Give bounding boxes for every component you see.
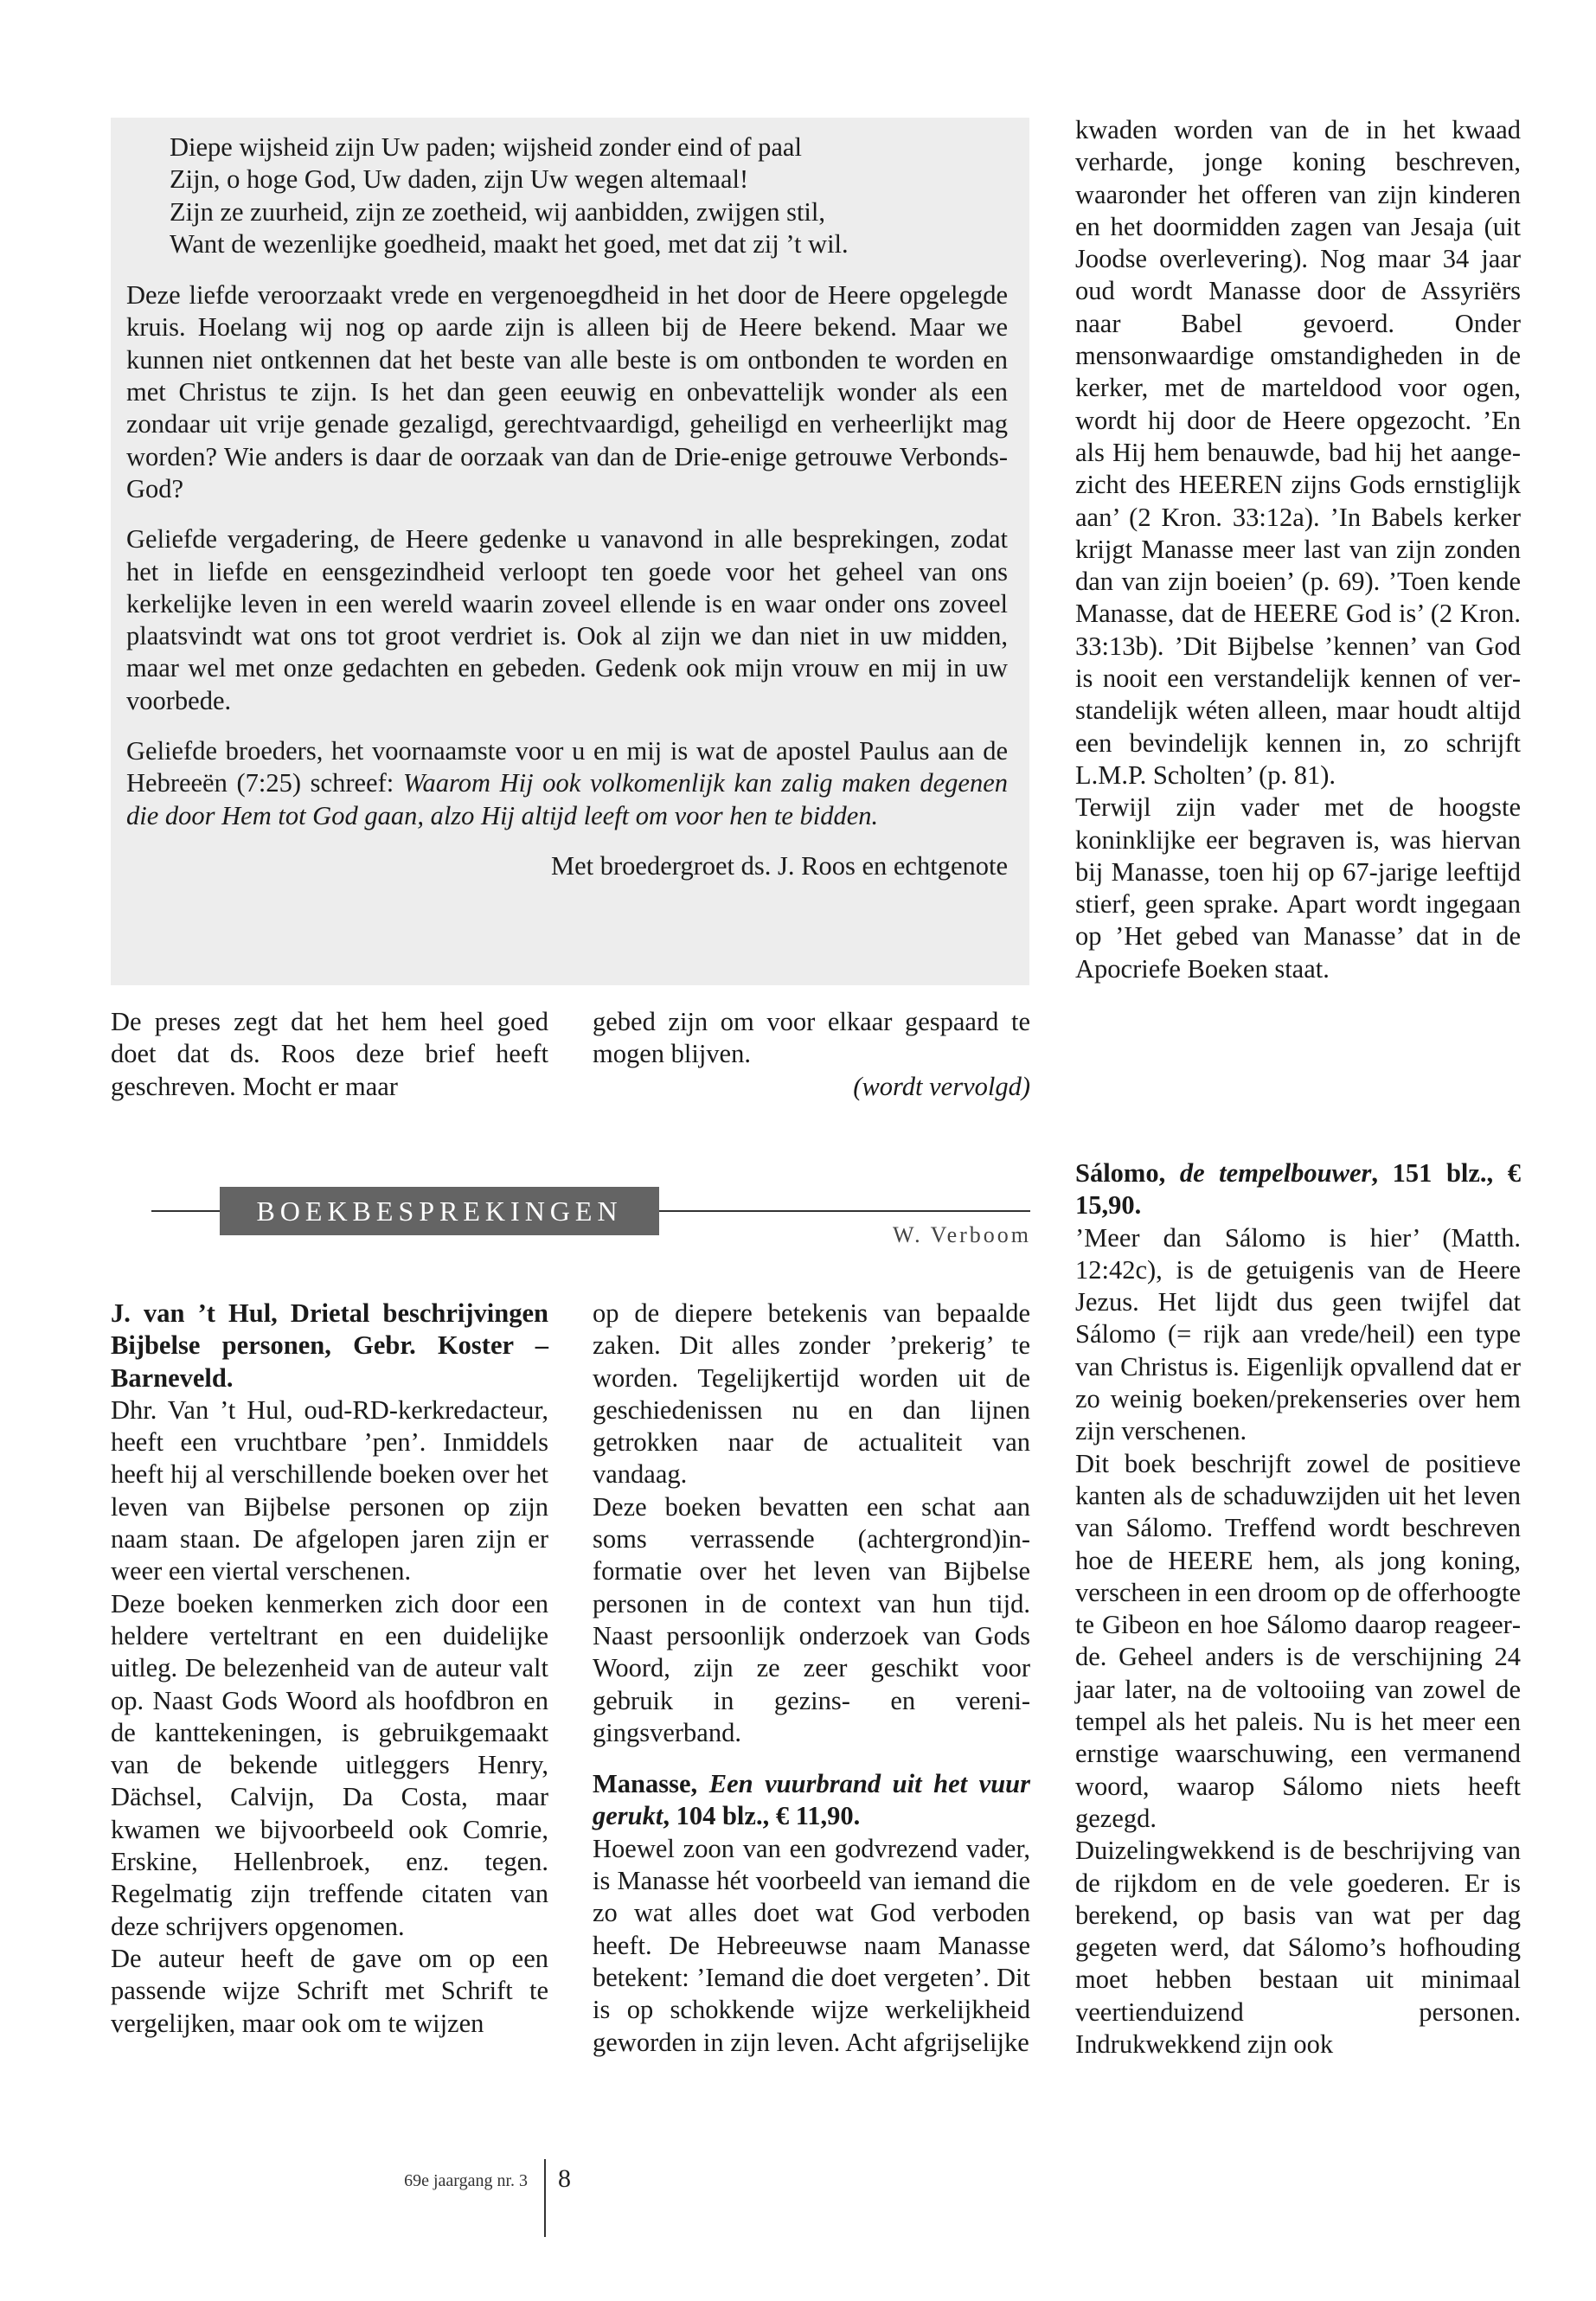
poem-line: Diepe wijsheid zijn Uw paden; wijsheid zonder eind of paal bbox=[170, 132, 802, 162]
meeting-paragraph: De preses zegt dat het hem heel goed doet dat ds. Roos deze brief heeft geschreven. Mocht er maar bbox=[111, 1007, 548, 1101]
meeting-text-left bbox=[111, 1006, 548, 1103]
journal-issue: 69e jaargang nr. 3 bbox=[404, 2171, 528, 2190]
review-paragraph: Hoewel zoon van een godvrezend vader, is Manasse hét voorbeeld van iemand die zo wat alles doet wat God verboden heeft. De Hebreeuwse naam Manasse betekent: ’Iemand die doet vergeten’. Dit is op schokkende wijze werkelijkheid geworden in zijn leven. Acht afgrijselijke bbox=[593, 1833, 1030, 2057]
review-column-right bbox=[1075, 1157, 1521, 2061]
review-paragraph: Dit boek beschrijft zowel de positieve kanten als de schaduwzijden uit het leven van Sálomo. Treffend wordt beschreven hoe de HEERE hem, als jong koning, verscheen in een droom op de offerhoogte te Gibeon en hoe Sálomo daarop reageerde. Geheel anders is de verschijning 24 jaar later, na de voltooiing van zowel de tempel als het paleis. Nu is het meer een ernstige waarschuwing, een vermanend woord, waarop Sálomo niets heeft gezegd. bbox=[1075, 1448, 1521, 1833]
review-paragraph: De auteur heeft de gave om op een passende wijze Schrift met Schrift te vergelijken, maar ook om te wijzen bbox=[111, 1943, 548, 2038]
review-paragraph: Terwijl zijn vader met de hoogste koninklijke eer begraven is, was hiervan bij Manasse, toen hij op 67-jarige leeftijd stierf, geen sprake. Apart wordt ingegaan op ’Het gebed van Manasse’ dat in de Apocriefe Boeken staat. bbox=[1075, 792, 1521, 984]
review-paragraph: Deze boeken kenmerken zich door een heldere verteltrant en een duidelijke uitleg. De belezenheid van de auteur valt op. Naast Gods Woord als hoofdbron en de kanttekeningen, is gebruikgemaakt van de bekende uitleggers Henry, Dächsel, Calvijn, Da Costa, maar kwamen we bijvoorbeeld ook Comrie, Erskine, Hellenbroek, enz. tegen. Regelmatig zijn treffende citaten van deze schrijvers opgenomen. bbox=[111, 1588, 548, 1941]
section-heading: BOEKBESPREKINGEN bbox=[220, 1187, 659, 1235]
poem-line: Want de wezenlijke goedheid, maakt het goed, met dat zij ’t wil. bbox=[170, 228, 849, 259]
book-subtitle: Een vuurbrand uit het vuur gerukt bbox=[593, 1769, 1030, 1831]
review-column-left bbox=[111, 1298, 548, 2040]
review-column-middle bbox=[593, 1298, 1030, 2059]
reviewer-name: W. Verboom bbox=[893, 1222, 1031, 1247]
review-paragraph: ’Meer dan Sálomo is hier’ (Matth. 12:42c), is de getuigenis van de Heere Jezus. Het lijdt dus geen twijfel dat Sálomo (= rijk aan vrede/heil) een type van Christus is. Eigenlijk opvallend dat er zo weinig boeken/prekenseries over hem zijn verschenen. bbox=[1075, 1222, 1521, 1446]
poem bbox=[170, 131, 1008, 260]
book-name: Manasse, bbox=[593, 1769, 709, 1799]
book-title bbox=[1075, 1157, 1521, 1222]
letter-signoff: Met broedergroet ds. J. Roos en echtgenote bbox=[551, 850, 1008, 881]
book-title bbox=[593, 1768, 1030, 1833]
letter-paragraph: Deze liefde veroorzaakt vrede en vergenoegdheid in het door de Heere opgelegde kruis. Hoelang wij nog op aarde zijn is alleen bij de Heere bekend. Maar we kunnen niet ontkennen dat het beste van alle beste is om ontbonden te worden en met Christus te zijn. Is het dan geen eeuwig en onbevattelijk wonder als een zondaar uit vrije genade gezaligd, gerechtvaardigd, geheiligd en verheerlijkt mag worden? Wie anders is daar de oorzaak van dan de Drie-enige getrouwe Verbonds-God? bbox=[126, 280, 1008, 503]
continued-note: (wordt vervolgd) bbox=[853, 1071, 1030, 1101]
meeting-text-middle bbox=[593, 1006, 1030, 1103]
poem-line: Zijn ze zuurheid, zijn ze zoetheid, wij aanbidden, zwijgen stil, bbox=[170, 196, 826, 227]
letter-closing-intro: Geliefde broeders, het voornaamste voor u en mij is wat de apostel Paulus aan de Hebreeën (7:25) schreef: bbox=[126, 736, 1008, 798]
book-name: Sálomo, bbox=[1075, 1158, 1180, 1188]
review-paragraph: kwaden worden van de in het kwaad verharde, jonge koning beschreven, waaronder het offeren van zijn kinderen en het doormidden zagen van Jesaja (uit Joodse overlevering). Nog maar 34 jaar oud wordt Manasse door de Assyriërs naar Babel gevoerd. Onder mensonwaardige omstandigheden in de kerker, met de marteldood voor ogen, wordt hij door de Heere opgezocht. ’En als Hij hem benauwde, bad hij het aangezicht des HEEREN zijns Gods ernstiglijk aan’ (2 Kron. 33:12a). ’In Babels kerker krijgt Manasse meer last van zijn zonden dan van zijn boeien’ (p. 69). ’Toen kende Manasse, dat de HEERE God is’ (2 Kron. 33:13b). ’Dit Bijbelse ’kennen’ van God is nooit een verstandelijk kennen of verstandelijk wéten alleen, maar houdt altijd een bevindelijk kennen in, zo schrijft L.M.P. Scholten’ (p. 81). bbox=[1075, 115, 1521, 790]
letter-box bbox=[111, 118, 1029, 985]
review-paragraph: Dhr. Van ’t Hul, oud-RD-kerkredacteur, heeft een vruchtbare ’pen’. Inmiddels heeft hij al verschillende boeken over het leven van Bijbelse personen op zijn naam staan. De afgelopen jaren zijn er weer een viertal verschenen. bbox=[111, 1394, 548, 1586]
book-subtitle: de tempelbouwer bbox=[1179, 1158, 1372, 1188]
letter-paragraph: Geliefde vergadering, de Heere gedenke u vanavond in alle besprekingen, zodat het in liefde en eensgezindheid verloopt ten goede voor het geheel van ons kerkelijke leven in een wereld waarin zoveel ellende is en waar onder ons zoveel plaatsvindt wat ons tot groot verdriet is. Ook al zijn we dan niet in uw midden, maar wel met onze gedachten en gebeden. Gedenk ook mijn vrouw en mij in uw voorbede. bbox=[126, 524, 1008, 715]
review-paragraph: Deze boeken bevatten een schat aan soms verrassende (achtergrond)informatie over het leven van Bijbelse personen in de context van hun tijd. Naast persoonlijk onderzoek van Gods Woord, zijn ze zeer geschikt voor gebruik in gezins- en verenigingsverband. bbox=[593, 1491, 1030, 1747]
review-paragraph: Duizelingwekkend is de beschrijving van de rijkdom en de vele goederen. Er is berekend, op basis van wat per dag gegeten werd, dat Sálomo’s hofhouding moet hebben bestaan uit minimaal veertienduizend personen. Indrukwekkend zijn ook bbox=[1075, 1836, 1521, 2060]
review-paragraph: op de diepere betekenis van bepaalde zaken. Dit alles zonder ’prekerig’ te worden. Tegelijkertijd worden uit de geschiedenissen nu en dan lijnen getrokken naar de actualiteit van vandaag. bbox=[593, 1298, 1030, 1490]
book-info: , 151 blz., € 15,90. bbox=[1075, 1158, 1522, 1221]
letter-closing-paragraph bbox=[126, 735, 1008, 832]
page-number: 8 bbox=[558, 2164, 571, 2193]
poem-line: Zijn, o hoge God, Uw daden, zijn Uw wegen altemaal! bbox=[170, 164, 749, 195]
scripture-quote: Waarom Hij ook volkomenlijk kan zalig maken degenen die door Hem tot God gaan, alzo Hij altijd leeft om voor hen te bidden. bbox=[126, 768, 1008, 830]
right-column-top bbox=[1075, 114, 1521, 985]
footer-divider bbox=[544, 2159, 546, 2237]
meeting-paragraph: gebed zijn om voor elkaar gespaard te mogen blijven. bbox=[593, 1007, 1030, 1069]
book-title: J. van ’t Hul, Drietal beschrijvingen Bijbelse personen, Gebr. Koster – Barneveld. bbox=[111, 1298, 548, 1393]
book-info: , 104 blz., € 11,90. bbox=[663, 1801, 861, 1831]
